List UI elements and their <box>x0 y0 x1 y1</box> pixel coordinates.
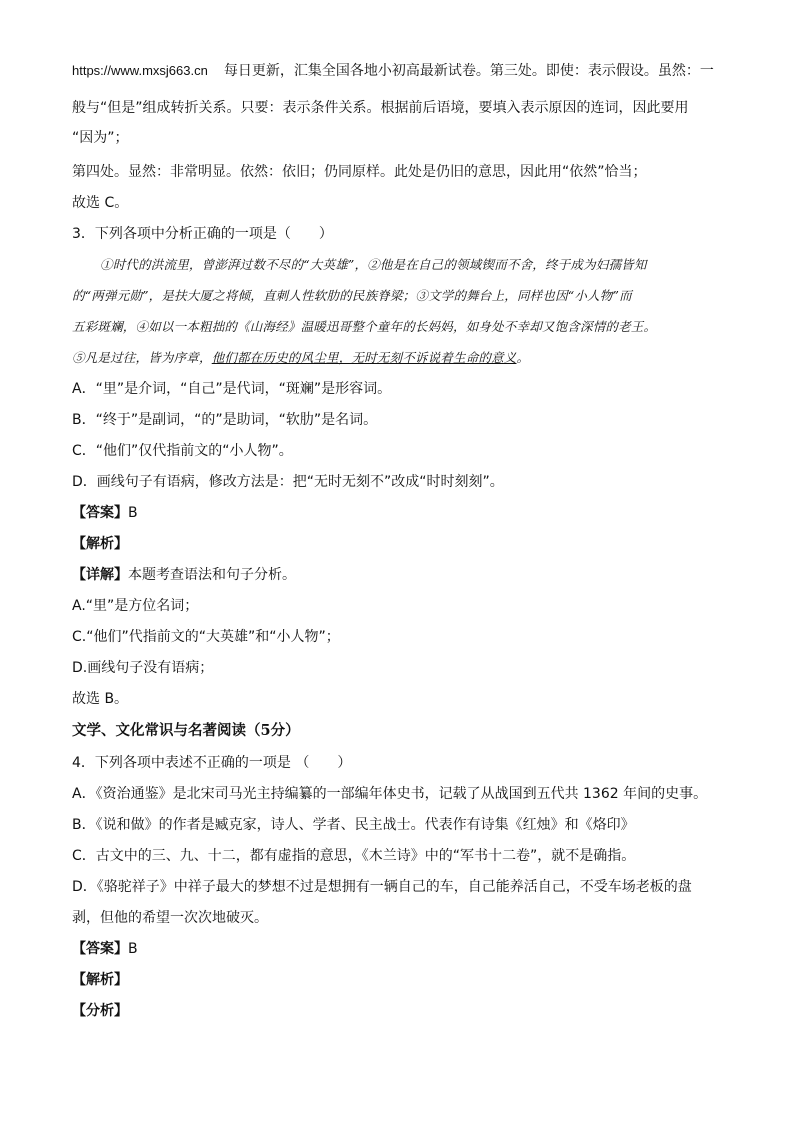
q3-option-b: B．“终于”是副词，“的”是助词，“软肋”是名词。 <box>72 412 378 428</box>
detail-tag: 【详解】 <box>72 567 128 583</box>
q3-option-c: C．“他们”仅代指前文的“小人物”。 <box>72 443 293 459</box>
answer-tag: 【答案】 <box>72 941 128 957</box>
q3-explain-d: D.画线句子没有语病； <box>72 660 214 676</box>
q3-passage-4-end: 。 <box>516 350 530 365</box>
q3-detail <box>72 566 296 584</box>
q3-passage-line-1: ①时代的洪流里，曾澎湃过数不尽的“大英雄”，②他是在自己的领域锲而不舍，终于成为妇孺皆知 <box>100 257 647 272</box>
q4-option-c: C．古文中的三、九、十二，都有虚指的意思，《木兰诗》中的“军书十二卷”，就不是确指。 <box>72 848 636 864</box>
q4-option-a: A．《资治通鉴》是北宋司马光主持编纂的一部编年体史书，记载了从战国到五代共 1362 年间的史事。 <box>72 786 708 802</box>
q4-analysis-tag: 【解析】 <box>72 972 128 988</box>
prev-line-2: 般与“但是”组成转折关系。只要：表示条件关系。根据前后语境，要填入表示原因的连词，因此要用 <box>72 100 689 116</box>
q3-choose: 故选 B。 <box>72 691 129 707</box>
q3-answer <box>72 504 138 522</box>
underlined-sentence: 他们都在历史的风尘里，无时无刻不诉说着生命的意义 <box>211 350 517 365</box>
header-line <box>72 62 714 80</box>
q3-stem: 3．下列各项中分析正确的一项是（ ） <box>72 226 333 242</box>
q3-explain-a: A.“里”是方位名词； <box>72 598 199 614</box>
q4-fenxi-tag: 【分析】 <box>72 1003 128 1019</box>
q4-option-b: B．《说和做》的作者是臧克家，诗人、学者、民主战士。代表作有诗集《红烛》和《烙印》 <box>72 817 635 833</box>
source-url[interactable]: https://www.mxsj663.cn <box>72 63 208 78</box>
answer-tag: 【答案】 <box>72 505 128 521</box>
q3-explain-c: C.“他们”代指前文的“大英雄”和“小人物”； <box>72 629 340 645</box>
q4-answer <box>72 940 138 958</box>
q3-passage-line-4 <box>72 349 529 367</box>
header-text: 每日更新，汇集全国各地小初高最新试卷。第三处。即使：表示假设。虽然：一 <box>223 63 714 79</box>
q3-passage-line-3: 五彩斑斓，④如以一本粗拙的《山海经》温暖迅哥整个童年的长妈妈，如身处不幸却又饱含深情的老王。 <box>72 319 657 334</box>
section-title: 文学、文化常识与名著阅读（5分） <box>72 722 300 739</box>
q3-option-d: D．画线句子有语病，修改方法是：把“无时无刻不”改成“时时刻刻”。 <box>72 474 504 490</box>
q4-stem: 4．下列各项中表述不正确的一项是 （ ） <box>72 755 352 771</box>
detail-text: 本题考查语法和句子分析。 <box>128 567 296 583</box>
q3-passage-line-2: 的“两弹元勋”，是扶大厦之将倾，直刺人性软肋的民族脊梁；③文学的舞台上，同样也因“小人物”而 <box>72 288 632 303</box>
answer-value: B <box>128 941 138 957</box>
q3-passage-4-start: ⑤凡是过往，皆为序章， <box>72 350 212 365</box>
answer-value: B <box>128 505 138 521</box>
q3-option-a: A．“里”是介词，“自己”是代词，“斑斓”是形容词。 <box>72 381 392 397</box>
q4-option-d-line-1: D．《骆驼祥子》中祥子最大的梦想不过是想拥有一辆自己的车，自己能养活自己，不受车场老板的盘 <box>72 879 692 895</box>
q3-analysis-tag: 【解析】 <box>72 536 128 552</box>
q4-option-d-line-2: 剥，但他的希望一次次地破灭。 <box>72 910 268 926</box>
prev-line-3: “因为”； <box>72 130 129 146</box>
prev-line-5: 故选 C。 <box>72 195 129 211</box>
prev-line-4: 第四处。显然：非常明显。依然：依旧；仍同原样。此处是仍旧的意思，因此用“依然”恰当； <box>72 164 647 180</box>
